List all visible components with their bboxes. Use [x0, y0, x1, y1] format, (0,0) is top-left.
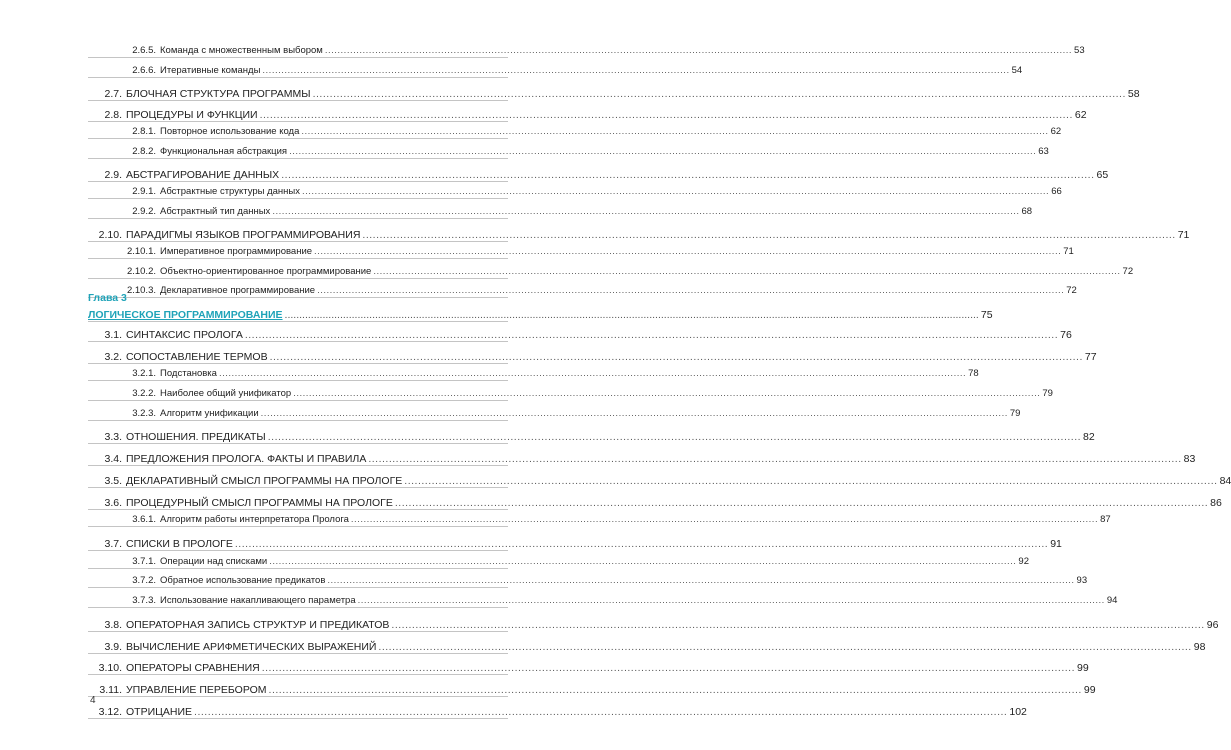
toc-leader-dots: [391, 619, 1204, 631]
toc-entry-page: 84: [1219, 475, 1231, 487]
toc-leader-dots: [285, 309, 979, 321]
toc-entry[interactable]: [88, 224, 1190, 242]
toc-entry[interactable]: [88, 572, 1088, 588]
chapter-page-number: 75: [980, 309, 993, 321]
toc-entry-page: 71: [1177, 228, 1190, 241]
toc-leader-dots: [325, 45, 1072, 57]
toc-leader-dots: [270, 351, 1083, 363]
toc-entry-title: ПРОЦЕДУРНЫЙ СМЫСЛ ПРОГРАММЫ НА ПРОЛОГЕ: [126, 496, 393, 509]
toc-entry-page: 66: [1051, 186, 1062, 197]
toc-entry-page: 102: [1009, 706, 1027, 718]
toc-leader-dots: [395, 497, 1208, 509]
toc-entry-title: БЛОЧНАЯ СТРУКТУРА ПРОГРАММЫ: [126, 87, 311, 100]
toc-entry-number: 3.2.2.: [132, 388, 156, 399]
toc-leader-dots: [301, 126, 1048, 138]
toc-entry[interactable]: [88, 365, 979, 381]
toc-entry[interactable]: [88, 679, 1096, 697]
toc-entry-page: 98: [1193, 640, 1206, 653]
toc-entry-title: Использование накапливающего параметра: [160, 595, 356, 606]
toc-entry-page: 54: [1011, 64, 1023, 76]
toc-entry-number: 3.8.: [104, 618, 122, 631]
toc-entry-page: 62: [1050, 126, 1062, 137]
toc-entry-page: 79: [1042, 388, 1053, 399]
toc-entry-number: 3.6.1.: [132, 514, 156, 526]
toc-entry[interactable]: [88, 448, 1196, 466]
toc-entry[interactable]: [88, 83, 1140, 101]
toc-entry-number: 2.9.2.: [132, 205, 156, 217]
toc-entry-page: 76: [1060, 329, 1072, 341]
toc-leader-dots: [314, 246, 1061, 258]
toc-entry-title: Императивное программирование: [160, 246, 313, 257]
toc-leader-dots: [327, 575, 1074, 587]
toc-leader-dots: [378, 641, 1191, 653]
toc-leader-dots: [219, 368, 966, 380]
toc-entry-title: СОПОСТАВЛЕНИЕ ТЕРМОВ: [126, 350, 268, 363]
toc-leader-dots: [261, 408, 1008, 420]
toc-entry-title: ОПЕРАТОРНАЯ ЗАПИСЬ СТРУКТУР И ПРЕДИКАТОВ: [126, 618, 390, 631]
toc-leader-dots: [289, 146, 1036, 158]
toc-entry[interactable]: [88, 282, 1077, 298]
toc-entry-number: 2.9.: [104, 168, 122, 181]
toc-entry-number: 3.7.: [104, 538, 122, 551]
toc-entry-title: ПРОЦЕДУРЫ И ФУНКЦИИ: [126, 108, 258, 121]
toc-leader-dots: [262, 65, 1009, 77]
toc-entry-page: 63: [1038, 145, 1049, 157]
toc-entry-title: Функциональная абстракция: [160, 145, 288, 157]
toc-entry-page: 91: [1050, 538, 1062, 551]
toc-leader-dots: [194, 706, 1007, 718]
toc-entry-number: 3.2.1.: [132, 368, 156, 380]
toc-entry-title: ПРЕДЛОЖЕНИЯ ПРОЛОГА. ФАКТЫ И ПРАВИЛА: [126, 453, 367, 466]
toc-entry-title: ВЫЧИСЛЕНИЕ АРИФМЕТИЧЕСКИХ ВЫРАЖЕНИЙ: [126, 640, 377, 653]
toc-entry[interactable]: [88, 385, 1053, 401]
toc-leader-dots: [362, 229, 1175, 241]
chapter-title-row[interactable]: [88, 304, 993, 322]
toc-leader-dots: [317, 285, 1064, 297]
toc-entry-number: 2.10.3.: [126, 285, 156, 296]
toc-entry[interactable]: [88, 492, 1222, 510]
toc-entry-page: 68: [1021, 205, 1033, 217]
toc-entry-title: Команда с множественным выбором: [160, 45, 323, 56]
toc-entry[interactable]: [88, 553, 1029, 569]
toc-entry-number: 3.2.3.: [132, 407, 156, 419]
chapter-label: Глава 3: [88, 292, 127, 304]
toc-entry-page: 93: [1076, 575, 1088, 587]
toc-entry-title: Алгоритм работы интерпретатора Пролога: [160, 514, 349, 526]
toc-entry-number: 2.8.1.: [132, 126, 156, 137]
toc-entry-title: ОТРИЦАНИЕ: [126, 706, 193, 718]
toc-entry-title: СИНТАКСИС ПРОЛОГА: [126, 329, 243, 341]
toc-entry-title: Абстрактные структуры данных: [160, 186, 300, 197]
toc-leader-dots: [235, 538, 1048, 550]
toc-entry-page: 53: [1074, 45, 1085, 56]
toc-entry-title: Итеративные команды: [160, 64, 261, 76]
toc-entry-title: ОПЕРАТОРЫ СРАВНЕНИЯ: [126, 662, 260, 675]
toc-entry[interactable]: [88, 324, 1072, 342]
toc-entry[interactable]: [88, 263, 1134, 279]
toc-entry-title: СПИСКИ В ПРОЛОГЕ: [126, 538, 233, 551]
toc-entry[interactable]: [88, 62, 1023, 78]
toc-entry-page: 62: [1074, 108, 1087, 121]
toc-entry[interactable]: [88, 426, 1095, 444]
toc-leader-dots: [272, 206, 1019, 218]
toc-entry[interactable]: [88, 164, 1109, 182]
toc-entry[interactable]: [88, 183, 1062, 199]
toc-entry-page: 72: [1066, 285, 1077, 296]
toc-entry[interactable]: [88, 405, 1021, 421]
toc-entry-title: Наиболее общий унификатор: [160, 388, 292, 399]
toc-entry-title: ПАРАДИГМЫ ЯЗЫКОВ ПРОГРАММИРОВАНИЯ: [126, 228, 361, 241]
toc-entry-number: 2.7.: [104, 87, 122, 100]
toc-entry-title: Алгоритм унификации: [160, 407, 259, 419]
toc-entry-title: Обратное использование предикатов: [160, 575, 326, 587]
toc-entry[interactable]: [88, 42, 1085, 58]
toc-entry[interactable]: [88, 203, 1033, 219]
toc-entry-number: 2.8.: [104, 108, 122, 121]
toc-entry[interactable]: [88, 533, 1062, 551]
toc-entry-number: 2.10.2.: [126, 265, 156, 277]
toc-entry-title: Декларативное программирование: [160, 285, 316, 296]
toc-entry-number: 3.5.: [104, 475, 122, 487]
page-number: 4: [90, 695, 96, 706]
toc-entry[interactable]: [88, 123, 1062, 139]
toc-entry-page: 58: [1127, 87, 1140, 100]
toc-entry[interactable]: [88, 701, 1027, 719]
toc-entry-page: 72: [1122, 265, 1134, 277]
toc-entry[interactable]: [88, 657, 1089, 675]
toc-entry-page: 86: [1210, 496, 1222, 509]
toc-entry-page: 79: [1009, 407, 1021, 419]
toc-entry-number: 3.10.: [98, 662, 122, 675]
toc-entry-title: Абстрактный тип данных: [160, 205, 271, 217]
toc-entry-title: Объектно-ориентированное программирование: [160, 265, 372, 277]
toc-entry-number: 3.11.: [99, 684, 122, 697]
toc-leader-dots: [302, 186, 1049, 198]
toc-entry-title: АБСТРАГИРОВАНИЕ ДАННЫХ: [126, 168, 280, 181]
toc-entry-page: 94: [1106, 595, 1118, 606]
toc-leader-dots: [269, 556, 1016, 568]
toc-leader-dots: [358, 595, 1105, 607]
toc-leader-dots: [268, 431, 1081, 443]
toc-leader-dots: [262, 662, 1075, 674]
toc-entry-page: 77: [1084, 350, 1097, 363]
toc-entry-number: 3.1.: [104, 329, 122, 341]
toc-entry-number: 2.8.2.: [132, 145, 156, 157]
toc-entry-number: 3.7.1.: [132, 555, 156, 567]
toc-entry[interactable]: [88, 143, 1049, 159]
toc-entry-title: ОТНОШЕНИЯ. ПРЕДИКАТЫ: [126, 431, 266, 444]
toc-entry-page: 83: [1183, 453, 1196, 466]
chapter-title: ЛОГИЧЕСКОЕ ПРОГРАММИРОВАНИЕ: [88, 309, 283, 321]
toc-entry[interactable]: [88, 592, 1118, 608]
toc-entry-number: 2.10.: [98, 228, 122, 241]
toc-entry[interactable]: [88, 470, 1231, 488]
toc-entry-page: 99: [1083, 684, 1096, 697]
toc-leader-dots: [269, 684, 1082, 696]
toc-entry-title: УПРАВЛЕНИЕ ПЕРЕБОРОМ: [126, 684, 267, 697]
toc-entry-page: 65: [1096, 168, 1109, 181]
toc-leader-dots: [293, 388, 1040, 400]
toc-entry-title: ДЕКЛАРАТИВНЫЙ СМЫСЛ ПРОГРАММЫ НА ПРОЛОГЕ: [126, 475, 403, 487]
toc-entry[interactable]: [88, 636, 1206, 654]
toc-entry-page: 92: [1018, 555, 1029, 567]
toc-entry[interactable]: [88, 511, 1111, 527]
toc-leader-dots: [373, 266, 1120, 278]
toc-entry-number: 2.9.1.: [132, 186, 156, 197]
toc-entry-number: 2.6.5.: [132, 45, 156, 56]
toc-entry-number: 2.6.6.: [132, 64, 156, 76]
toc-entry-number: 3.9.: [104, 640, 122, 653]
toc-entry-number: 3.7.3.: [132, 595, 156, 606]
toc-entry[interactable]: [88, 104, 1087, 122]
toc-leader-dots: [260, 109, 1073, 121]
toc-leader-dots: [281, 169, 1094, 181]
toc-leader-dots: [351, 514, 1098, 526]
toc-leader-dots: [404, 475, 1217, 487]
toc-entry-number: 3.7.2.: [132, 575, 156, 587]
toc-entry-page: 78: [968, 368, 979, 380]
toc-entry-number: 3.2.: [104, 350, 122, 363]
toc-entry-page: 82: [1083, 431, 1095, 444]
toc-entry-title: Повторное использование кода: [160, 126, 300, 137]
toc-leader-dots: [368, 453, 1181, 465]
toc-leader-dots: [313, 88, 1126, 100]
toc-entry-number: 2.10.1.: [126, 246, 156, 257]
toc-entry-number: 3.12.: [98, 706, 122, 718]
toc-entry-title: Подстановка: [160, 368, 217, 380]
toc-entry-page: 99: [1077, 662, 1089, 675]
toc-entry-number: 3.3.: [104, 431, 122, 444]
toc-entry-number: 3.6.: [104, 496, 122, 509]
toc-entry-page: 71: [1063, 246, 1074, 257]
toc-entry-page: 96: [1206, 618, 1219, 631]
toc-entry[interactable]: [88, 243, 1074, 259]
toc-entry-number: 3.4.: [104, 453, 122, 466]
toc-entry[interactable]: [88, 614, 1219, 632]
toc-entry-page: 87: [1100, 514, 1111, 526]
toc-entry-title: Операции над списками: [160, 555, 268, 567]
toc-leader-dots: [245, 329, 1058, 341]
toc-entry[interactable]: [88, 346, 1097, 364]
